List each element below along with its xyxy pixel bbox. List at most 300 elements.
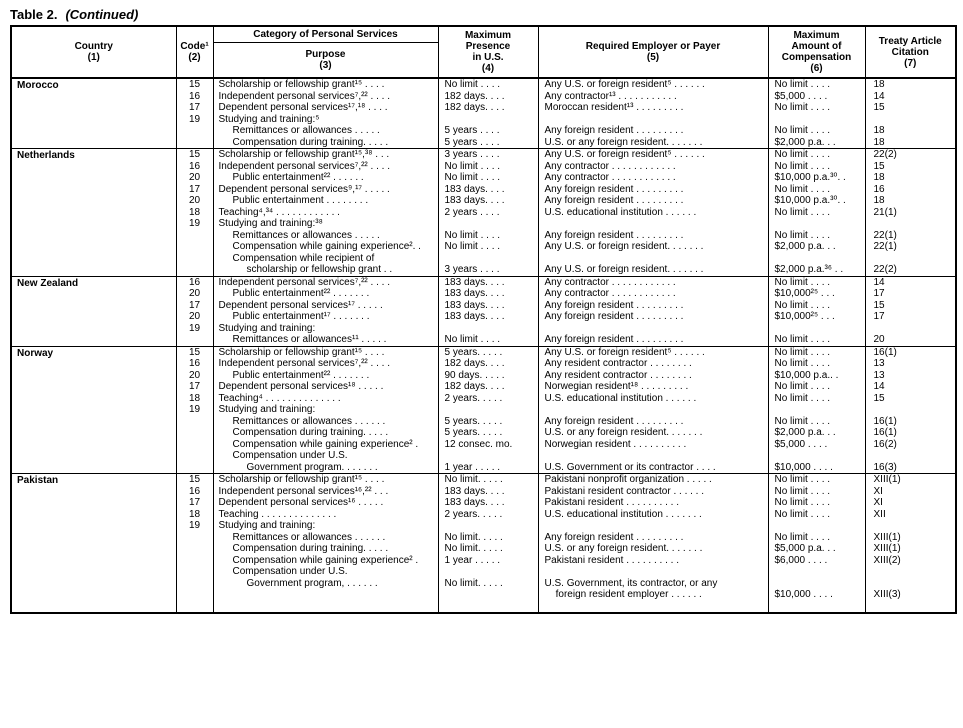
code-cell: 18 <box>176 509 213 521</box>
presence-cell: 3 years . . . . <box>438 264 538 276</box>
presence-cell <box>438 589 538 601</box>
purpose-cell: Compensation while gaining experience² . <box>213 555 438 567</box>
employer-cell: U.S. Government, its contractor, or any <box>538 578 768 590</box>
compensation-cell <box>768 566 865 578</box>
presence-cell <box>438 601 538 613</box>
header-purpose <box>213 43 438 79</box>
employer-cell: Norwegian resident¹⁸ . . . . . . . . . <box>538 381 768 393</box>
table-body <box>11 78 956 613</box>
citation-cell <box>865 578 956 590</box>
citation-cell <box>865 566 956 578</box>
purpose-cell: Studying and training:⁵ <box>213 114 438 126</box>
presence-cell: No limit . . . . <box>438 241 538 253</box>
purpose-cell: Scholarship or fellowship grant¹⁵ . . . . <box>213 346 438 358</box>
purpose-cell: Remittances or allowances . . . . . <box>213 125 438 137</box>
code-cell: 20 <box>176 311 213 323</box>
table-number: Table 2. <box>10 7 58 22</box>
presence-cell: No limit. . . . . <box>438 474 538 486</box>
header-employer-number: (5) <box>646 52 660 63</box>
code-cell: 19 <box>176 520 213 532</box>
compensation-cell <box>768 114 865 126</box>
code-cell: 17 <box>176 102 213 114</box>
country-name: New Zealand <box>11 276 176 346</box>
code-cell <box>176 555 213 567</box>
citation-cell: 18 <box>865 195 956 207</box>
citation-cell <box>865 404 956 416</box>
purpose-cell: Compensation during training. . . . . <box>213 137 438 149</box>
compensation-cell: $2,000 p.a.³⁶ . . <box>768 264 865 276</box>
employer-cell: U.S. or any foreign resident. . . . . . . <box>538 543 768 555</box>
compensation-cell: $10,000 p.a.³⁰. . <box>768 195 865 207</box>
compensation-cell: No limit . . . . <box>768 334 865 346</box>
code-cell <box>176 334 213 346</box>
code-cell <box>176 589 213 601</box>
employer-cell: Any foreign resident . . . . . . . . . <box>538 230 768 242</box>
citation-cell: 16(1) <box>865 346 956 358</box>
presence-cell: No limit . . . . <box>438 334 538 346</box>
purpose-cell: Scholarship or fellowship grant¹⁵ . . . . <box>213 474 438 486</box>
header-category: Category of Personal Services <box>213 26 438 43</box>
compensation-cell: $2,000 p.a. . . <box>768 241 865 253</box>
employer-cell: U.S. educational institution . . . . . . . <box>538 509 768 521</box>
employer-cell <box>538 253 768 265</box>
table-row <box>11 474 956 486</box>
employer-cell: Any contractor . . . . . . . . . . . . <box>538 288 768 300</box>
header-compensation <box>768 26 865 78</box>
employer-cell: Norwegian resident . . . . . . . . . . <box>538 439 768 451</box>
code-cell <box>176 601 213 613</box>
citation-cell: 22(1) <box>865 230 956 242</box>
code-cell <box>176 253 213 265</box>
presence-cell <box>438 566 538 578</box>
header-purpose-number: (3) <box>319 60 332 71</box>
employer-cell: Any foreign resident . . . . . . . . . <box>538 334 768 346</box>
header-presence-number: (4) <box>481 63 495 74</box>
compensation-cell: No limit . . . . <box>768 276 865 288</box>
citation-cell: 16(1) <box>865 427 956 439</box>
employer-cell: Any contractor . . . . . . . . . . . . <box>538 276 768 288</box>
employer-cell: Any contractor . . . . . . . . . . . . <box>538 161 768 173</box>
presence-cell: 5 years. . . . . <box>438 427 538 439</box>
purpose-cell: Government program. . . . . . . <box>213 462 438 474</box>
employer-cell: Any contractor¹³ . . . . . . . . . . . <box>538 91 768 103</box>
header-compensation-line1: Maximum <box>793 30 840 41</box>
code-cell: 20 <box>176 288 213 300</box>
code-cell: 19 <box>176 323 213 335</box>
country-name: Netherlands <box>11 149 176 277</box>
compensation-cell: No limit . . . . <box>768 416 865 428</box>
purpose-cell: Teaching⁴,³⁴ . . . . . . . . . . . . <box>213 207 438 219</box>
citation-cell: 22(1) <box>865 241 956 253</box>
presence-cell <box>438 114 538 126</box>
presence-cell: 182 days. . . . <box>438 102 538 114</box>
citation-cell: 22(2) <box>865 149 956 161</box>
compensation-cell <box>768 323 865 335</box>
purpose-cell: Studying and training: <box>213 323 438 335</box>
code-cell: 15 <box>176 78 213 91</box>
presence-cell: 5 years. . . . . <box>438 346 538 358</box>
purpose-cell: Dependent personal services¹⁸ . . . . . <box>213 381 438 393</box>
presence-cell: 183 days. . . . <box>438 276 538 288</box>
employer-cell: Pakistani resident . . . . . . . . . . <box>538 555 768 567</box>
purpose-cell: Compensation under U.S. <box>213 450 438 462</box>
employer-cell: Any foreign resident . . . . . . . . . <box>538 311 768 323</box>
purpose-cell <box>213 589 438 601</box>
header-purpose-label: Purpose <box>305 49 346 60</box>
code-cell: 16 <box>176 276 213 288</box>
code-cell <box>176 427 213 439</box>
purpose-cell: Compensation while recipient of <box>213 253 438 265</box>
header-country-label: Country <box>74 41 113 52</box>
presence-cell: No limit. . . . . <box>438 532 538 544</box>
code-cell <box>176 230 213 242</box>
citation-cell: XI <box>865 486 956 498</box>
header-employer-label: Required Employer or Payer <box>585 41 721 52</box>
employer-cell: Moroccan resident¹³ . . . . . . . . . <box>538 102 768 114</box>
purpose-cell: Studying and training:³⁸ <box>213 218 438 230</box>
presence-cell <box>438 218 538 230</box>
purpose-cell: Compensation under U.S. <box>213 566 438 578</box>
compensation-cell: $10,000 p.a.³⁰. . <box>768 172 865 184</box>
employer-cell <box>538 566 768 578</box>
citation-cell: 18 <box>865 172 956 184</box>
citation-cell <box>865 218 956 230</box>
code-cell: 18 <box>176 207 213 219</box>
presence-cell: 5 years. . . . . <box>438 416 538 428</box>
presence-cell: 182 days. . . . <box>438 381 538 393</box>
purpose-cell: Public entertainment¹⁷ . . . . . . . <box>213 311 438 323</box>
header-citation-number: (7) <box>904 57 917 69</box>
header-citation <box>865 26 956 78</box>
citation-cell <box>865 601 956 613</box>
citation-cell: 16 <box>865 184 956 196</box>
purpose-cell: Studying and training: <box>213 404 438 416</box>
citation-cell: 15 <box>865 161 956 173</box>
employer-cell: Pakistani nonprofit organization . . . . . <box>538 474 768 486</box>
code-cell: 15 <box>176 474 213 486</box>
employer-cell: foreign resident employer . . . . . . <box>538 589 768 601</box>
presence-cell: 1 year . . . . . <box>438 462 538 474</box>
purpose-cell: Independent personal services⁷,²² . . . . <box>213 358 438 370</box>
employer-cell: Any U.S. or foreign resident⁵ . . . . . . <box>538 149 768 161</box>
presence-cell: 183 days. . . . <box>438 288 538 300</box>
presence-cell: 183 days. . . . <box>438 497 538 509</box>
compensation-cell <box>768 253 865 265</box>
header-citation-line2: Citation <box>891 46 929 58</box>
purpose-cell: Dependent personal services¹⁷ . . . . . <box>213 300 438 312</box>
code-cell: 16 <box>176 91 213 103</box>
citation-cell: 16(2) <box>865 439 956 451</box>
compensation-cell: No limit . . . . <box>768 486 865 498</box>
employer-cell <box>538 404 768 416</box>
citation-cell: 15 <box>865 102 956 114</box>
purpose-cell: Remittances or allowances . . . . . <box>213 230 438 242</box>
code-cell: 17 <box>176 300 213 312</box>
presence-cell <box>438 450 538 462</box>
employer-cell: Any U.S. or foreign resident. . . . . . . <box>538 241 768 253</box>
compensation-cell <box>768 218 865 230</box>
citation-cell: 21(1) <box>865 207 956 219</box>
code-cell: 17 <box>176 184 213 196</box>
citation-cell <box>865 520 956 532</box>
code-cell: 17 <box>176 381 213 393</box>
purpose-cell <box>213 601 438 613</box>
treaty-table <box>10 25 957 614</box>
citation-cell: 13 <box>865 370 956 382</box>
purpose-cell: Public entertainment . . . . . . . . <box>213 195 438 207</box>
compensation-cell: $10,000 p.a.. . <box>768 370 865 382</box>
compensation-cell <box>768 578 865 590</box>
employer-cell: Any resident contractor . . . . . . . . <box>538 358 768 370</box>
presence-cell: No limit . . . . <box>438 161 538 173</box>
employer-cell: Any U.S. or foreign resident⁵ . . . . . . <box>538 346 768 358</box>
employer-cell <box>538 601 768 613</box>
compensation-cell: No limit . . . . <box>768 78 865 91</box>
purpose-cell: Teaching⁴ . . . . . . . . . . . . . . <box>213 393 438 405</box>
country-name: Norway <box>11 346 176 474</box>
citation-cell: XIII(2) <box>865 555 956 567</box>
citation-cell <box>865 253 956 265</box>
citation-cell <box>865 323 956 335</box>
presence-cell: 2 years . . . . <box>438 207 538 219</box>
country-name: Pakistan <box>11 474 176 613</box>
code-cell: 20 <box>176 370 213 382</box>
citation-cell: XIII(1) <box>865 543 956 555</box>
citation-cell: 18 <box>865 125 956 137</box>
presence-cell: No limit. . . . . <box>438 543 538 555</box>
header-presence-line1: Maximum <box>464 30 512 41</box>
country-name: Morocco <box>11 78 176 149</box>
code-cell: 20 <box>176 195 213 207</box>
purpose-cell: Teaching . . . . . . . . . . . . . . <box>213 509 438 521</box>
employer-cell: Any resident contractor . . . . . . . . <box>538 370 768 382</box>
purpose-cell: Independent personal services⁷,²² . . . . <box>213 161 438 173</box>
employer-cell <box>538 114 768 126</box>
employer-cell: Any contractor . . . . . . . . . . . . <box>538 172 768 184</box>
citation-cell: XI <box>865 497 956 509</box>
purpose-cell: Dependent personal services⁹,¹⁷ . . . . . <box>213 184 438 196</box>
citation-cell: 18 <box>865 137 956 149</box>
code-cell <box>176 578 213 590</box>
code-cell <box>176 241 213 253</box>
compensation-cell <box>768 520 865 532</box>
purpose-cell: Compensation while gaining experience². . <box>213 241 438 253</box>
citation-cell <box>865 114 956 126</box>
purpose-cell: Scholarship or fellowship grant¹⁵ . . . . <box>213 78 438 91</box>
citation-cell: 22(2) <box>865 264 956 276</box>
header-code <box>176 26 213 78</box>
presence-cell: 3 years . . . . <box>438 149 538 161</box>
presence-cell: 182 days. . . . <box>438 91 538 103</box>
purpose-cell: scholarship or fellowship grant . . <box>213 264 438 276</box>
purpose-cell: Dependent personal services¹⁷,¹⁸ . . . . <box>213 102 438 114</box>
code-cell <box>176 566 213 578</box>
purpose-cell: Remittances or allowances¹¹ . . . . . <box>213 334 438 346</box>
citation-cell: 13 <box>865 358 956 370</box>
employer-cell: U.S. educational institution . . . . . . <box>538 393 768 405</box>
purpose-cell: Public entertainment²² . . . . . . <box>213 172 438 184</box>
compensation-cell: $2,000 p.a. . . <box>768 427 865 439</box>
presence-cell: 183 days. . . . <box>438 486 538 498</box>
header-code-number: (2) <box>188 52 201 63</box>
presence-cell: No limit . . . . <box>438 230 538 242</box>
compensation-cell: $10,000²⁵ . . . <box>768 288 865 300</box>
code-cell: 16 <box>176 486 213 498</box>
header-citation-line1: Treaty Article <box>878 35 942 47</box>
continued-label: (Continued) <box>65 7 139 22</box>
employer-cell <box>538 218 768 230</box>
presence-cell: 2 years. . . . . <box>438 509 538 521</box>
compensation-cell: $5,000 . . . . <box>768 439 865 451</box>
presence-cell <box>438 253 538 265</box>
employer-cell: Any foreign resident . . . . . . . . . <box>538 125 768 137</box>
compensation-cell: No limit . . . . <box>768 230 865 242</box>
citation-cell: 17 <box>865 311 956 323</box>
code-cell: 19 <box>176 218 213 230</box>
code-cell: 17 <box>176 497 213 509</box>
presence-cell: 183 days. . . . <box>438 184 538 196</box>
page-title <box>10 7 963 22</box>
citation-cell <box>865 450 956 462</box>
header-presence-line2: Presence <box>465 41 511 52</box>
citation-cell: 14 <box>865 91 956 103</box>
employer-cell <box>538 520 768 532</box>
compensation-cell: $10,000 . . . . <box>768 589 865 601</box>
header-country <box>11 26 176 78</box>
table-row <box>11 78 956 91</box>
citation-cell: XII <box>865 509 956 521</box>
citation-cell: 14 <box>865 381 956 393</box>
employer-cell <box>538 323 768 335</box>
code-cell <box>176 125 213 137</box>
code-cell <box>176 462 213 474</box>
purpose-cell: Public entertainment²² . . . . . . . <box>213 288 438 300</box>
header-presence-line3: in U.S. <box>472 52 504 63</box>
presence-cell <box>438 520 538 532</box>
presence-cell: 90 days. . . . . <box>438 370 538 382</box>
employer-cell: Any foreign resident . . . . . . . . . <box>538 195 768 207</box>
compensation-cell: No limit . . . . <box>768 300 865 312</box>
compensation-cell <box>768 601 865 613</box>
citation-cell: 16(3) <box>865 462 956 474</box>
citation-cell: 15 <box>865 300 956 312</box>
compensation-cell: $5,000 p.a. . . <box>768 543 865 555</box>
purpose-cell: Dependent personal services¹⁶ . . . . . <box>213 497 438 509</box>
purpose-cell: Independent personal services⁷,²² . . . . <box>213 276 438 288</box>
compensation-cell: $10,000²⁵ . . . <box>768 311 865 323</box>
employer-cell: U.S. Government or its contractor . . . . <box>538 462 768 474</box>
header-compensation-line3: Compensation <box>781 52 852 63</box>
compensation-cell: No limit . . . . <box>768 393 865 405</box>
employer-cell: Any foreign resident . . . . . . . . . <box>538 184 768 196</box>
compensation-cell <box>768 404 865 416</box>
code-cell: 16 <box>176 161 213 173</box>
presence-cell <box>438 404 538 416</box>
employer-cell: Pakistani resident . . . . . . . . . . <box>538 497 768 509</box>
table-row <box>11 149 956 161</box>
citation-cell: 20 <box>865 334 956 346</box>
presence-cell: 182 days. . . . <box>438 358 538 370</box>
employer-cell: U.S. or any foreign resident. . . . . . . <box>538 427 768 439</box>
purpose-cell: Compensation while gaining experience² . <box>213 439 438 451</box>
employer-cell: U.S. educational institution . . . . . . <box>538 207 768 219</box>
header-compensation-number: (6) <box>810 63 823 74</box>
table-row <box>11 276 956 288</box>
purpose-cell: Public entertainment²² . . . . . . . <box>213 370 438 382</box>
employer-cell <box>538 450 768 462</box>
employer-cell: U.S. or any foreign resident. . . . . . . <box>538 137 768 149</box>
purpose-cell: Remittances or allowances . . . . . . <box>213 532 438 544</box>
code-cell <box>176 532 213 544</box>
presence-cell: No limit. . . . . <box>438 578 538 590</box>
compensation-cell: No limit . . . . <box>768 125 865 137</box>
purpose-cell: Compensation during training. . . . . <box>213 427 438 439</box>
purpose-cell: Independent personal services¹⁶,²² . . . <box>213 486 438 498</box>
purpose-cell: Government program, . . . . . . <box>213 578 438 590</box>
employer-cell: Any foreign resident . . . . . . . . . <box>538 416 768 428</box>
code-cell <box>176 439 213 451</box>
compensation-cell: No limit . . . . <box>768 149 865 161</box>
employer-cell: Any U.S. or foreign resident. . . . . . . <box>538 264 768 276</box>
purpose-cell: Studying and training: <box>213 520 438 532</box>
compensation-cell: No limit . . . . <box>768 381 865 393</box>
presence-cell: No limit . . . . <box>438 172 538 184</box>
compensation-cell: No limit . . . . <box>768 358 865 370</box>
compensation-cell: $10,000 . . . . <box>768 462 865 474</box>
purpose-cell: Remittances or allowances . . . . . . <box>213 416 438 428</box>
header-code-label: Code¹ <box>180 41 209 52</box>
employer-cell: Any U.S. or foreign resident⁵ . . . . . . <box>538 78 768 91</box>
header-country-number: (1) <box>87 52 100 63</box>
presence-cell: 183 days. . . . <box>438 300 538 312</box>
presence-cell: 5 years . . . . <box>438 125 538 137</box>
table-row <box>11 346 956 358</box>
citation-cell: XIII(1) <box>865 474 956 486</box>
code-cell <box>176 416 213 428</box>
code-cell <box>176 264 213 276</box>
purpose-cell: Compensation during training. . . . . <box>213 543 438 555</box>
header-presence <box>438 26 538 78</box>
employer-cell: Any foreign resident . . . . . . . . . <box>538 300 768 312</box>
header-compensation-line2: Amount of <box>791 41 842 52</box>
presence-cell: 183 days. . . . <box>438 195 538 207</box>
compensation-cell: No limit . . . . <box>768 497 865 509</box>
compensation-cell: No limit . . . . <box>768 346 865 358</box>
citation-cell: XIII(3) <box>865 589 956 601</box>
citation-cell: 18 <box>865 78 956 91</box>
compensation-cell: No limit . . . . <box>768 474 865 486</box>
code-cell: 19 <box>176 114 213 126</box>
presence-cell: 1 year . . . . . <box>438 555 538 567</box>
code-cell: 20 <box>176 172 213 184</box>
compensation-cell <box>768 450 865 462</box>
compensation-cell: No limit . . . . <box>768 102 865 114</box>
code-cell: 15 <box>176 346 213 358</box>
compensation-cell: No limit . . . . <box>768 509 865 521</box>
presence-cell <box>438 323 538 335</box>
header-employer <box>538 26 768 78</box>
compensation-cell: No limit . . . . <box>768 184 865 196</box>
presence-cell: No limit . . . . <box>438 78 538 91</box>
purpose-cell: Independent personal services⁷,²² . . . . <box>213 91 438 103</box>
code-cell <box>176 450 213 462</box>
compensation-cell: $5,000 . . . . <box>768 91 865 103</box>
citation-cell: 14 <box>865 276 956 288</box>
purpose-cell: Scholarship or fellowship grant¹⁵,³⁸ . . . <box>213 149 438 161</box>
presence-cell: 2 years. . . . . <box>438 393 538 405</box>
citation-cell: XIII(1) <box>865 532 956 544</box>
code-cell <box>176 137 213 149</box>
